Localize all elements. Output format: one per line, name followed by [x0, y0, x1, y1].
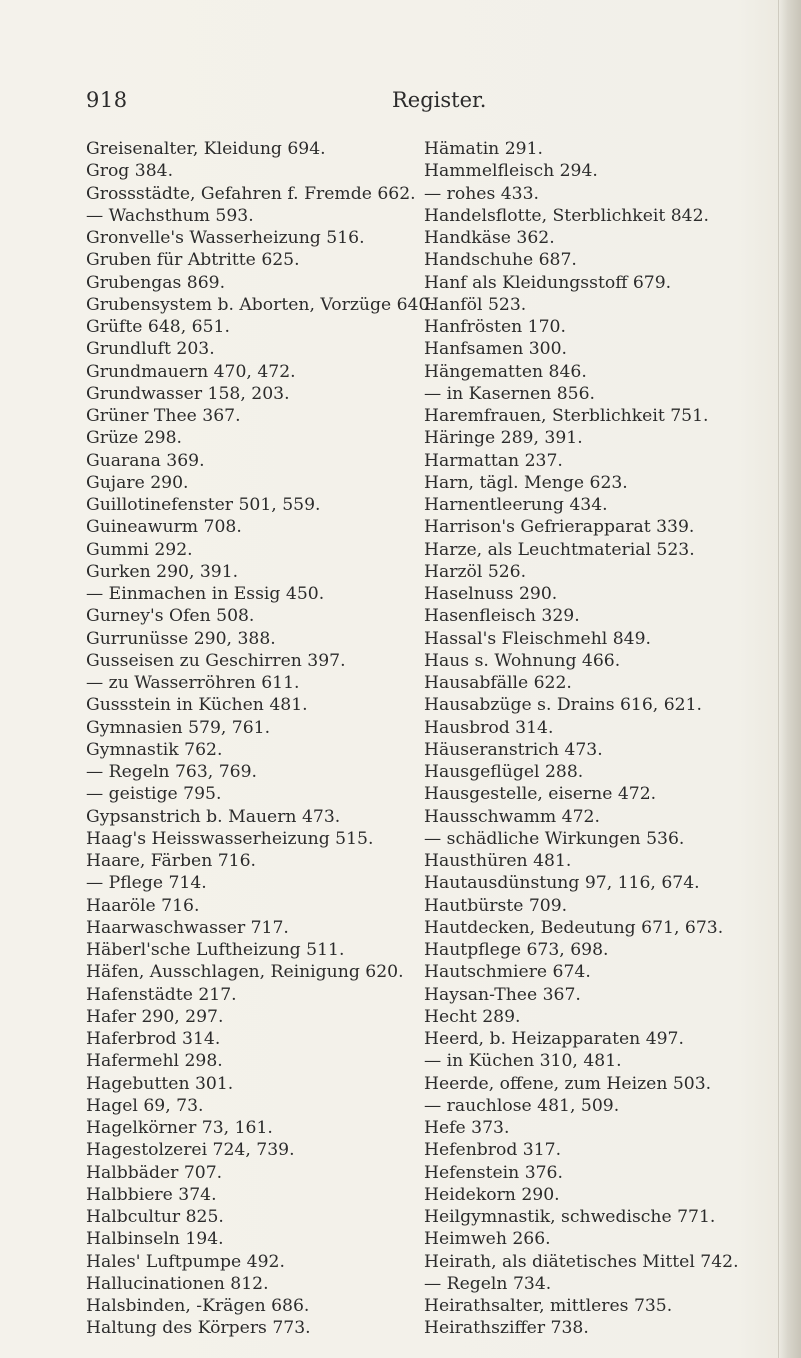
index-entry: Häuseranstrich 473. — [424, 739, 603, 760]
index-entry: Halsbinden, -Krägen 686. — [86, 1296, 310, 1316]
index-entry: Haremfrauen, Sterblichkeit 751. — [424, 406, 709, 426]
index-entry: Heirath, als diätetisches Mittel 742. — [424, 1251, 739, 1272]
index-entry: Grossstädte, Gefahren f. Fremde 662. — [86, 183, 416, 204]
index-entry: Hefenstein 376. — [424, 1162, 563, 1183]
index-entry: Haag's Heisswasserheizung 515. — [86, 828, 374, 849]
index-entry: Haferbrod 314. — [86, 1029, 221, 1049]
index-entry: Grundluft 203. — [86, 339, 215, 360]
index-entry: Häberl'sche Luftheizung 511. — [86, 940, 345, 960]
index-entry: Hausschwamm 472. — [424, 806, 600, 827]
index-entry: Hefenbrod 317. — [424, 1140, 562, 1161]
index-entry: Hasenfleisch 329. — [424, 606, 580, 627]
index-entry: Hafer 290, 297. — [86, 1006, 224, 1027]
index-entry: Grüner Thee 367. — [86, 406, 241, 426]
index-entry: Heilgymnastik, schwedische 771. — [424, 1207, 716, 1227]
index-entry: Grog 384. — [86, 161, 174, 182]
index-entry: Gypsanstrich b. Mauern 473. — [86, 806, 341, 827]
index-entry: Hagel 69, 73. — [86, 1095, 204, 1116]
index-entry: Gymnasien 579, 761. — [86, 717, 271, 738]
index-entry: Hanfrösten 170. — [424, 317, 566, 337]
page-number: 918 — [86, 88, 128, 112]
index-entry: Heirathsziffer 738. — [424, 1318, 589, 1339]
index-entry: Haarwaschwasser 717. — [86, 917, 289, 938]
index-entry: Hängematten 846. — [424, 361, 587, 382]
index-entry: Guineawurm 708. — [86, 517, 242, 538]
index-entry: — in Küchen 310, 481. — [424, 1051, 622, 1072]
index-entry: Guarana 369. — [86, 450, 205, 471]
index-entry: Gruben für Abtritte 625. — [86, 250, 300, 271]
index-entry: — rohes 433. — [424, 183, 540, 204]
index-entry: Hausgeflügel 288. — [424, 762, 584, 782]
index-entry: Greisenalter, Kleidung 694. — [86, 139, 326, 159]
index-entry: — Regeln 763, 769. — [86, 762, 257, 782]
index-entry: Hämatin 291. — [424, 139, 543, 159]
index-entry: Grüze 298. — [86, 428, 182, 449]
index-entry: Hefe 373. — [424, 1118, 510, 1138]
index-entry: Hautschmiere 674. — [424, 962, 591, 983]
index-entry: Hanfsamen 300. — [424, 339, 568, 360]
index-entry: — Pflege 714. — [86, 873, 207, 894]
index-entry: Harn, tägl. Menge 623. — [424, 472, 628, 493]
index-entry: Hafermehl 298. — [86, 1051, 223, 1072]
index-entry: Grundmauern 470, 472. — [86, 361, 296, 382]
index-entry: Hammelfleisch 294. — [424, 161, 598, 182]
index-entry: Hecht 289. — [424, 1006, 521, 1027]
index-entry: Hagestolzerei 724, 739. — [86, 1140, 295, 1161]
running-head: Register. — [392, 88, 487, 112]
index-entry: Haysan-Thee 367. — [424, 984, 581, 1005]
index-column-right — [424, 138, 739, 1340]
index-entry: Hautausdünstung 97, 116, 674. — [424, 873, 700, 894]
index-entry: Heerd, b. Heizapparaten 497. — [424, 1029, 684, 1049]
index-entry: — Regeln 734. — [424, 1273, 552, 1294]
index-entry: Gummi 292. — [86, 539, 193, 560]
index-entry: — zu Wasserröhren 611. — [86, 673, 300, 693]
index-entry: Hausbrod 314. — [424, 717, 554, 738]
index-entry: Halbbiere 374. — [86, 1184, 217, 1205]
index-entry: Gussstein in Küchen 481. — [86, 695, 308, 716]
index-entry: Gusseisen zu Geschirren 397. — [86, 650, 346, 671]
index-entry: Grüfte 648, 651. — [86, 317, 230, 337]
index-entry: Hanf als Kleidungsstoff 679. — [424, 272, 672, 293]
index-entry: Hausgestelle, eiserne 472. — [424, 784, 657, 805]
index-entry: Hautbürste 709. — [424, 895, 568, 916]
index-entry: Harmattan 237. — [424, 450, 563, 471]
index-entry: — Einmachen in Essig 450. — [86, 584, 325, 604]
index-entry: Haselnuss 290. — [424, 584, 558, 604]
index-entry: Hausabfälle 622. — [424, 673, 572, 693]
index-entry: Hausabzüge s. Drains 616, 621. — [424, 695, 702, 716]
index-entry: Harnentleerung 434. — [424, 495, 608, 515]
index-entry: Halbcultur 825. — [86, 1207, 224, 1227]
index-entry: Hanföl 523. — [424, 294, 527, 315]
index-entry: Harze, als Leuchtmaterial 523. — [424, 539, 695, 560]
index-entry: Handkäse 362. — [424, 228, 555, 248]
index-entry: — schädliche Wirkungen 536. — [424, 828, 685, 849]
index-entry: Heimweh 266. — [424, 1229, 551, 1250]
index-entry: Handschuhe 687. — [424, 250, 577, 271]
index-entry: Gurken 290, 391. — [86, 561, 239, 582]
index-entry: Halbbäder 707. — [86, 1162, 223, 1183]
index-entry: Handelsflotte, Sterblichkeit 842. — [424, 205, 710, 226]
index-entry: Hagelkörner 73, 161. — [86, 1118, 273, 1138]
index-entry: Hausthüren 481. — [424, 851, 572, 871]
index-entry: Gymnastik 762. — [86, 739, 223, 760]
index-entry: — rauchlose 481, 509. — [424, 1095, 620, 1116]
index-entry: Häfen, Ausschlagen, Reinigung 620. — [86, 962, 404, 983]
index-entry: Guillotinefenster 501, 559. — [86, 495, 321, 515]
index-entry: Grubengas 869. — [86, 272, 226, 293]
index-entry: Haus s. Wohnung 466. — [424, 650, 621, 671]
index-entry: Gurney's Ofen 508. — [86, 606, 255, 627]
index-entry: Hautpflege 673, 698. — [424, 940, 609, 960]
index-entry: — geistige 795. — [86, 784, 222, 805]
index-entry: Hassal's Fleischmehl 849. — [424, 628, 652, 649]
index-entry: Haaröle 716. — [86, 895, 200, 916]
index-entry: Heirathsalter, mittleres 735. — [424, 1296, 673, 1316]
index-entry: Grundwasser 158, 203. — [86, 383, 290, 404]
index-entry: Gujare 290. — [86, 472, 189, 493]
index-entry: Hafenstädte 217. — [86, 984, 237, 1005]
index-entry: Harrison's Gefrierapparat 339. — [424, 517, 695, 538]
index-entry: Heerde, offene, zum Heizen 503. — [424, 1073, 712, 1094]
index-column-left — [86, 138, 435, 1340]
index-entry: Haare, Färben 716. — [86, 851, 256, 871]
index-entry: Halbinseln 194. — [86, 1229, 224, 1250]
index-entry: Hautdecken, Bedeutung 671, 673. — [424, 917, 724, 938]
index-entry: Hagebutten 301. — [86, 1073, 234, 1094]
index-entry: Grubensystem b. Aborten, Vorzüge 640. — [86, 294, 435, 315]
index-entry: — Wachsthum 593. — [86, 205, 254, 226]
index-entry: Häringe 289, 391. — [424, 428, 583, 449]
index-entry: Haltung des Körpers 773. — [86, 1318, 311, 1339]
index-entry: — in Kasernen 856. — [424, 383, 596, 404]
index-entry: Gurrunüsse 290, 388. — [86, 628, 276, 649]
page-edge — [778, 0, 801, 1358]
index-entry: Gronvelle's Wasserheizung 516. — [86, 228, 365, 248]
index-entry: Hales' Luftpumpe 492. — [86, 1251, 285, 1272]
index-entry: Harzöl 526. — [424, 561, 527, 582]
index-entry: Hallucinationen 812. — [86, 1273, 269, 1294]
index-entry: Heidekorn 290. — [424, 1184, 560, 1205]
